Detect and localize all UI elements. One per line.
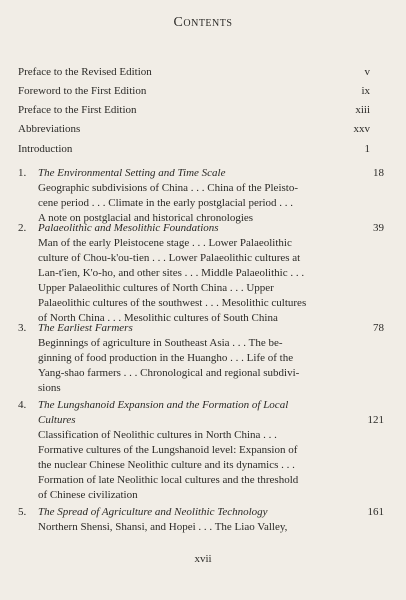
chapter-summary-line: of North China . . . Mesolithic cultures of South China: [38, 312, 278, 324]
chapter-summary-line: sions: [38, 382, 61, 394]
chapter-entry: [18, 505, 384, 535]
page-number: xvii: [194, 553, 212, 565]
chapter-number: 3.: [18, 322, 27, 334]
toc-entry: [18, 123, 370, 138]
chapter-summary-line: cene period . . . Climate in the early postglacial period . . .: [38, 197, 294, 209]
toc-entry-page: 1: [364, 143, 370, 155]
toc-entry-page: ix: [361, 85, 370, 97]
toc-entry: [18, 66, 370, 81]
toc-entry: [18, 104, 370, 119]
chapter-number: 5.: [18, 506, 27, 518]
chapter-entry: [18, 166, 384, 226]
chapter-title: The Environmental Setting and Time Scale: [38, 167, 226, 179]
chapter-entry: [18, 398, 384, 503]
chapter-summary-line: Lan-t'ien, K'o-ho, and other sites . . . Middle Palaeolithic . . .: [38, 267, 305, 279]
chapter-summary-line: culture of Chou-k'ou-tien . . . Lower Palaeolithic cultures at: [38, 252, 301, 264]
toc-entry-label: Introduction: [18, 143, 73, 155]
chapter-page: 18: [373, 167, 384, 179]
chapter-number: 4.: [18, 399, 27, 411]
chapter-summary-line: Northern Shensi, Shansi, and Hopei . . . The Liao Valley,: [38, 521, 288, 533]
chapter-summary-line: A note on postglacial and historical chronologies: [38, 212, 254, 224]
chapter-title-continued: Cultures: [38, 414, 76, 426]
chapter-title: The Earliest Farmers: [38, 322, 133, 334]
toc-entry-page: xiii: [355, 104, 370, 116]
chapter-summary-line: Formative cultures of the Lungshanoid level: Expansion of: [38, 444, 298, 456]
toc-entry: [18, 143, 370, 158]
chapter-page: 161: [367, 506, 384, 518]
chapter-summary-line: the nuclear Chinese Neolithic culture and its dynamics . . .: [38, 459, 295, 471]
chapter-summary-line: Beginnings of agriculture in Southeast Asia . . . The be-: [38, 337, 283, 349]
chapter-summary-line: of Chinese civilization: [38, 489, 138, 501]
chapter-summary-line: Classification of Neolithic cultures in North China . . .: [38, 429, 277, 441]
chapter-title: Palaeolithic and Mesolithic Foundations: [38, 222, 219, 234]
toc-entry-label: Abbreviations: [18, 123, 81, 135]
chapter-entry: [18, 321, 384, 396]
chapter-entry: [18, 221, 384, 326]
toc-entry-label: Preface to the Revised Edition: [18, 66, 152, 78]
page-title: Contents: [173, 15, 233, 30]
toc-entry-page: v: [364, 66, 370, 78]
chapter-summary-line: Yang-shao farmers . . . Chronological and regional subdivi-: [38, 367, 300, 379]
toc-entry-label: Preface to the First Edition: [18, 104, 137, 116]
chapter-summary-line: ginning of food production in the Huangho . . . Life of the: [38, 352, 294, 364]
chapter-number: 1.: [18, 167, 27, 179]
chapter-summary-line: Geographic subdivisions of China . . . China of the Pleisto-: [38, 182, 298, 194]
chapter-page: 121: [367, 414, 384, 426]
chapter-summary-line: Man of the early Pleistocene stage . . . Lower Palaeolithic: [38, 237, 292, 249]
chapter-page: 78: [373, 322, 384, 334]
chapter-page: 39: [373, 222, 384, 234]
toc-entry: [18, 85, 370, 100]
toc-entry-label: Foreword to the First Edition: [18, 85, 147, 97]
chapter-summary-line: Upper Palaeolithic cultures of North China . . . Upper: [38, 282, 274, 294]
chapter-number: 2.: [18, 222, 27, 234]
chapter-title: The Lungshanoid Expansion and the Formation of Local: [38, 399, 289, 411]
chapter-summary-line: Palaeolithic cultures of the southwest . . . Mesolithic cultures: [38, 297, 307, 309]
toc-entry-page: xxv: [353, 123, 370, 135]
chapter-summary-line: Formation of late Neolithic local cultures and the threshold: [38, 474, 299, 486]
chapter-title: The Spread of Agriculture and Neolithic Technology: [38, 506, 268, 518]
